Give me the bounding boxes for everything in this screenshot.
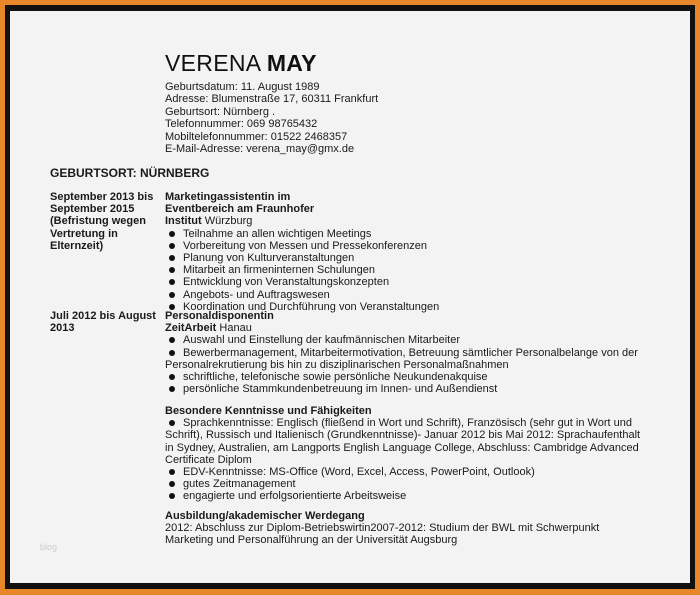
education-text: 2012: Abschluss zur Diplom-Betriebswirtin2007-2012: Studium der BWL mit Schwerpunkt Marketing und Personalführung an der Universität Augsburg [165, 522, 600, 547]
list-item: gutes Zeitmanagement [165, 478, 645, 490]
duty-list [165, 228, 645, 313]
birth-date: Geburtsdatum: 11. August 1989 [165, 81, 320, 93]
mobile: Mobiltelefonnummer: 01522 2468357 [165, 130, 348, 143]
job-location: Würzburg [204, 215, 253, 228]
list-item: Mitarbeit an firmeninternen Schulungen [165, 264, 645, 276]
job-title: Personaldisponentin [165, 310, 274, 322]
watermark: blog [40, 542, 58, 552]
list-item: Bewerbermanagement, Mitarbeitermotivation, Betreuung sämtlicher Personalbelange von der Personalrekrutierung bis hin zu disziplinarischen Personalmaßnahmen [165, 347, 645, 371]
experience-date: September 2013 bis September 2015 (Befristung wegen Vertretung in Elternzeit) [50, 191, 154, 252]
list-item: Planung von Kulturveranstaltungen [165, 252, 645, 264]
list-item: Angebots- und Auftragswesen [165, 289, 645, 301]
list-item: EDV-Kenntnisse: MS-Office (Word, Excel, Access, PowerPoint, Outlook) [165, 466, 645, 478]
applicant-name [165, 50, 317, 77]
list-item: persönliche Stammkundenbetreuung im Innen- und Außendienst [165, 383, 645, 395]
section-heading: GEBURTSORT: NÜRNBERG [50, 166, 210, 180]
list-item: Entwicklung von Veranstaltungskonzepten [165, 276, 645, 288]
list-item: Sprachkenntnisse: Englisch (fließend in Wort und Schrift), Französisch (sehr gut in Wort und Schrift), Russisch und Italienisch (Grundkenntnisse)- Januar 2012 bis Mai 2012: Sprachaufenthalt in Sydney, Australien, am Langports English Language College, Abschluss: Cambridge Advanced Certificate Diplom [165, 417, 645, 466]
list-item: Koordination und Durchführung von Veranstaltungen [165, 301, 645, 313]
list-item: Auswahl und Einstellung der kaufmännischen Mitarbeiter [165, 334, 645, 346]
company: ZeitArbeit [165, 322, 217, 335]
last-name: MAY [266, 50, 317, 76]
first-name: VERENA [165, 50, 261, 76]
job-location: Hanau [219, 322, 252, 335]
job-title: Marketingassistentin im Eventbereich am Fraunhofer Institut [165, 191, 315, 228]
contact-info [165, 81, 378, 155]
skills-list [165, 417, 645, 502]
email: E-Mail-Adresse: verena_may@gmx.de [165, 143, 355, 156]
list-item: schriftliche, telefonische sowie persönliche Neukundenakquise [165, 371, 645, 383]
list-item: Teilnahme an allen wichtigen Meetings [165, 228, 645, 240]
skills-title: Besondere Kenntnisse und Fähigkeiten [165, 405, 372, 417]
address: Adresse: Blumenstraße 17, 60311 Frankfurt [165, 93, 379, 106]
phone: Telefonnummer: 069 98765432 [165, 118, 318, 131]
experience-date: Juli 2012 bis August 2013 [50, 310, 156, 335]
duty-list [165, 334, 645, 395]
education-title: Ausbildung/akademischer Werdegang [165, 510, 365, 522]
list-item: Vorbereitung von Messen und Pressekonferenzen [165, 240, 645, 252]
birthplace: Geburtsort: Nürnberg . [165, 105, 276, 118]
list-item: engagierte und erfolgsorientierte Arbeitsweise [165, 490, 645, 502]
